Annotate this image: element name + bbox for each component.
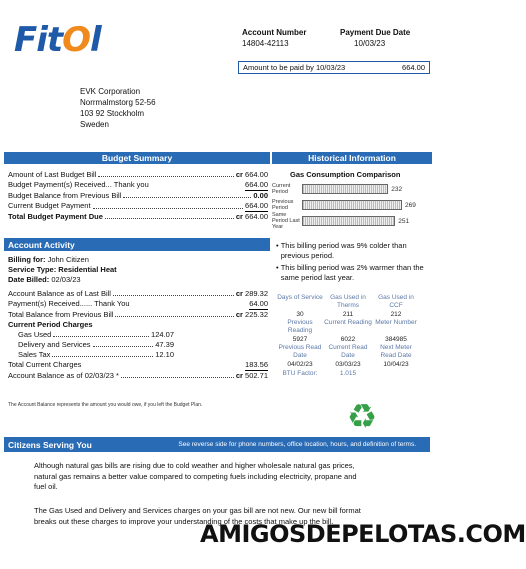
activity-row: Payment(s) Received...... Thank You 64.00: [8, 299, 268, 308]
info-paragraph: Although natural gas bills are rising due to cold weather and higher wholesale natural gas prices, natural gas remains a better value compared to competing fuels including electricity, propane and fuel oil.: [34, 461, 357, 491]
total-current-row: Total Current Charges 183.56: [8, 360, 268, 369]
chart-bar: [302, 216, 395, 226]
table-value-row: 5927 6022 384985: [292, 336, 407, 343]
table-value-row: 30 211 212: [296, 311, 402, 318]
address-line: Sweden: [80, 120, 109, 129]
citizens-serving-header: [4, 437, 430, 452]
table-header-row: Previous Reading Current Reading Meter Number: [287, 319, 417, 334]
service-type: Service Type: Residential Heat: [8, 265, 117, 274]
table-header-row: Previous Read Date Current Read Date Next Meter Read Date: [278, 344, 412, 359]
history-bullet: • This billing period was 9% colder than previous period.: [276, 241, 407, 260]
account-activity-header: Account Activity: [4, 238, 270, 251]
mailing-address: [80, 86, 156, 130]
billing-for-value: John Citizen: [47, 255, 89, 264]
history-bullet: • This billing period was 2% warmer than the same period last year.: [276, 263, 424, 282]
fitol-logo: FitOl: [14, 20, 101, 60]
budget-row: Budget Balance from Previous Bill 0.00: [8, 191, 268, 200]
chart-category-label: Current Period: [272, 183, 291, 195]
table-header-row: Days of Service Gas Used in Therms Gas Used in CCF: [277, 294, 414, 309]
address-line: Norrmalmstorg 52-56: [80, 98, 156, 107]
citizens-note: See reverse side for phone numbers, office location, hours, and definition of terms.: [178, 441, 416, 448]
amount-due-box: [238, 61, 430, 74]
budget-summary-header: Budget Summary: [4, 152, 270, 164]
chart-value-label: 232: [391, 185, 403, 193]
budget-row: Budget Payment(s) Received... Thank you 664.00: [8, 180, 268, 189]
chart-title: Gas Consumption Comparison: [290, 170, 401, 179]
chart-category-label: Previous Period: [272, 199, 294, 211]
date-billed-value: 02/03/23: [51, 275, 81, 284]
payment-due-value: 10/03/23: [354, 39, 386, 48]
payment-due-label: Payment Due Date: [340, 28, 411, 37]
address-line: EVK Corporation: [80, 87, 141, 96]
date-billed-label: Date Billed:: [8, 275, 50, 284]
billing-for-label: Billing for:: [8, 255, 46, 264]
account-activity: [8, 255, 268, 381]
budget-row: Current Budget Payment 664.00: [8, 201, 268, 210]
gas-consumption-chart: [272, 181, 430, 229]
chart-bar-row: [272, 181, 430, 197]
budget-total-row: Total Budget Payment Due cr 664.00: [8, 212, 268, 221]
chart-bar-row: [272, 197, 430, 213]
history-bullets: [276, 241, 432, 283]
account-number-value: 14804-42113: [242, 39, 289, 48]
address-line: 103 92 Stockholm: [80, 109, 145, 118]
btu-factor: BTU Factor: 1.015: [282, 370, 357, 377]
balance-footnote: The Account Balance represents the amount you would owe, if you left the Budget Plan.: [8, 402, 203, 408]
charge-row: Delivery and Services 47.39: [18, 340, 174, 349]
recycle-icon: ♻: [346, 398, 378, 436]
budget-row: Amount of Last Budget Bill cr 664.00: [8, 170, 268, 179]
historical-info-header: Historical Information: [272, 152, 432, 164]
info-paragraph: The Gas Used and Delivery and Services charges on your gas bill are not new. Our new bill format breaks out these charges to improve your understanding of the costs that make up the bill.: [34, 506, 361, 526]
account-number-label: Account Number: [242, 28, 307, 37]
watermark: AMIGOSDEPELOTAS.COM: [200, 520, 526, 548]
table-value-row: 04/02/23 03/03/23 10/04/23: [287, 361, 409, 368]
charge-row: Sales Tax 12.10: [18, 350, 174, 359]
chart-bar: [302, 184, 388, 194]
activity-row: Total Balance from Previous Bill cr 225.32: [8, 310, 268, 319]
current-charges-label: Current Period Charges: [8, 320, 93, 329]
activity-row: Account Balance as of Last Bill cr 289.32: [8, 289, 268, 298]
meter-info-table: [276, 294, 432, 378]
chart-value-label: 269: [405, 201, 416, 209]
charge-row: Gas Used 124.07: [18, 330, 174, 339]
chart-bar: [302, 200, 402, 210]
chart-value-label: 251: [398, 217, 410, 225]
account-balance-row: Account Balance as of 02/03/23 * cr 502.71: [8, 371, 268, 380]
chart-category-label: Same Period Last Year: [272, 212, 300, 230]
amount-due-label: Amount to be paid by 10/03/23: [243, 63, 346, 72]
amount-due-value: 664.00: [402, 63, 425, 72]
chart-bar-row: [272, 213, 430, 229]
citizens-title: Citizens Serving You: [8, 439, 92, 450]
budget-summary: [8, 170, 268, 222]
